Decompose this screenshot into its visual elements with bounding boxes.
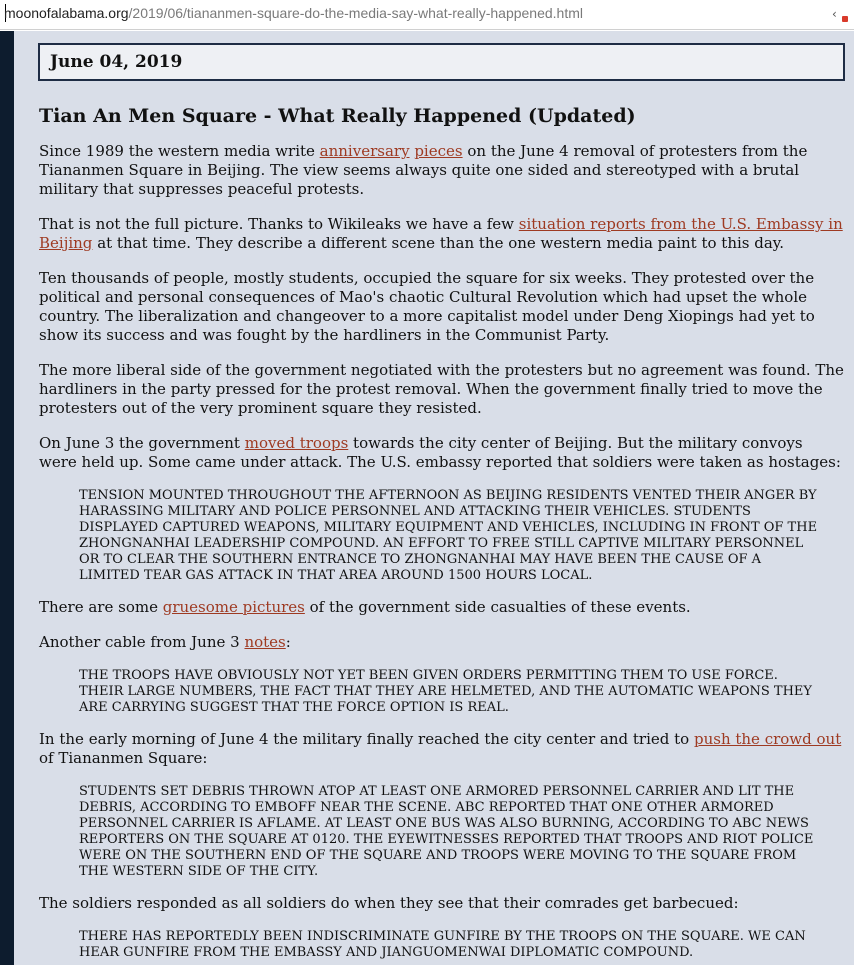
text: Another cable from June 3 [39, 633, 245, 651]
notes-link[interactable]: notes [244, 633, 286, 651]
article [39, 43, 845, 965]
address-bar[interactable] [0, 0, 854, 30]
post-title: Tian An Men Square - What Really Happened (Updated) [39, 105, 636, 127]
left-sidebar [0, 31, 14, 965]
url-domain: moonofalabama.org [4, 5, 129, 21]
text: of the government side casualties of these events. [304, 598, 691, 616]
text: : [285, 633, 291, 651]
paragraph-8 [39, 730, 845, 768]
gruesome-pictures-link[interactable]: gruesome pictures [162, 598, 305, 616]
blockquote-1: TENSION MOUNTED THROUGHOUT THE AFTERNOON AS BEIJING RESIDENTS VENTED THEIR ANGER BY HARASSING MILITARY AND POLICE PERSONNEL AND ATTACKING THEIR VEHICLES. STUDENTS DISPLAYED CAPTURED WEAPONS, MILITARY EQUIPMENT AND VEHICLES, INCLUDING IN FRONT OF THE ZHONGNANHAI LEADERSHIP COMPOUND. AN EFFORT TO FREE STILL CAPTIVE MILITARY PERSONNEL OR TO CLEAR THE SOUTHERN ENTRANCE TO ZHONGNANHAI MAY HAVE BEEN THE CAUSE OF A LIMITED TEAR GAS ATTACK IN THAT AREA AROUND 1500 HOURS LOCAL. [79, 488, 818, 583]
paragraph-1 [39, 142, 845, 199]
blocked-badge-icon [842, 16, 848, 22]
push-the-crowd-out-link[interactable]: push the crowd out [693, 730, 842, 748]
blockquote-4: THERE HAS REPORTEDLY BEEN INDISCRIMINATE GUNFIRE BY THE TROOPS ON THE SQUARE. WE CAN HEAR GUNFIRE FROM THE EMBASSY AND JIANGUOMENWAI DIPLOMATIC COMPOUND. [79, 929, 806, 960]
moved-troops-link[interactable]: moved troops [244, 434, 349, 452]
blockquote-3: STUDENTS SET DEBRIS THROWN ATOP AT LEAST ONE ARMORED PERSONNEL CARRIER AND LIT THE DEBRIS, ACCORDING TO EMBOFF NEAR THE SCENE. ABC REPORTED THAT ONE OTHER ARMORED PERSONNEL CARRIER IS AFLAME. AT LEAST ONE BUS WAS ALSO BURNING, ACCORDING TO ABC NEWS REPORTERS ON THE SQUARE AT 0120. THE EYEWITNESSES REPORTED THAT TROOPS AND RIOT POLICE WERE ON THE SOUTHERN END OF THE SQUARE AND TROOPS WERE MOVING TO THE SQUARE FROM THE WESTERN SIDE OF THE CITY. [79, 784, 814, 879]
text: That is not the full picture. Thanks to Wikileaks we have a few [39, 215, 519, 233]
pieces-link[interactable]: pieces [414, 142, 463, 160]
blockquote-2: THE TROOPS HAVE OBVIOUSLY NOT YET BEEN GIVEN ORDERS PERMITTING THEM TO USE FORCE. THEIR LARGE NUMBERS, THE FACT THAT THEY ARE HELMETED, AND THE AUTOMATIC WEAPONS THEY ARE CARRYING SUGGEST THAT THE FORCE OPTION IS REAL. [79, 668, 812, 715]
text: In the early morning of June 4 the military finally reached the city center and tried to [39, 730, 694, 748]
paragraph-9: The soldiers responded as all soldiers do when they see that their comrades get barbecued: [39, 894, 739, 912]
text: Since 1989 the western media write [39, 142, 320, 160]
text: at that time. They describe a different scene than the one western media paint to this day. [92, 234, 785, 252]
text: on the June 4 removal of protesters from the Tiananmen Square in Beijing. The view seems always quite one sided and stereotyped with a brutal military that suppresses peaceful protests. [39, 142, 808, 198]
page-content [14, 31, 854, 965]
anniversary-link[interactable]: anniversary [319, 142, 410, 160]
text: On June 3 the government [39, 434, 245, 452]
paragraph-2 [39, 215, 845, 253]
situation-reports-link[interactable]: situation reports from the U.S. Embassy in Beijing [39, 215, 843, 252]
paragraph-4: The more liberal side of the government negotiated with the protesters but no agreement was found. The hardliners in the party pressed for the protest removal. When the government finally tried to move the protesters out of the very prominent square they resisted. [39, 361, 844, 417]
url-path: /2019/06/tiananmen-square-do-the-media-say-what-really-happened.html [128, 5, 584, 21]
reader-view-icon[interactable]: ‹ [832, 7, 846, 21]
url-text[interactable] [4, 5, 583, 21]
text: of Tiananmen Square: [39, 749, 208, 767]
paragraph-3: Ten thousands of people, mostly students, occupied the square for six weeks. They protested over the political and personal consequences of Mao's chaotic Cultural Revolution which had upset the whole country. The liberalization and changeover to a more capitalist model under Deng Xiopings had yet to show its success and was fought by the hardliners in the Communist Party. [39, 269, 815, 344]
paragraph-5 [39, 434, 845, 472]
paragraph-6 [39, 598, 845, 617]
text: There are some [39, 598, 163, 616]
text: towards the city center of Beijing. But the military convoys were held up. Some came under attack. The U.S. embassy reported that soldiers were taken as hostages: [39, 434, 841, 471]
paragraph-7 [39, 633, 845, 652]
post-date: June 04, 2019 [38, 43, 845, 81]
